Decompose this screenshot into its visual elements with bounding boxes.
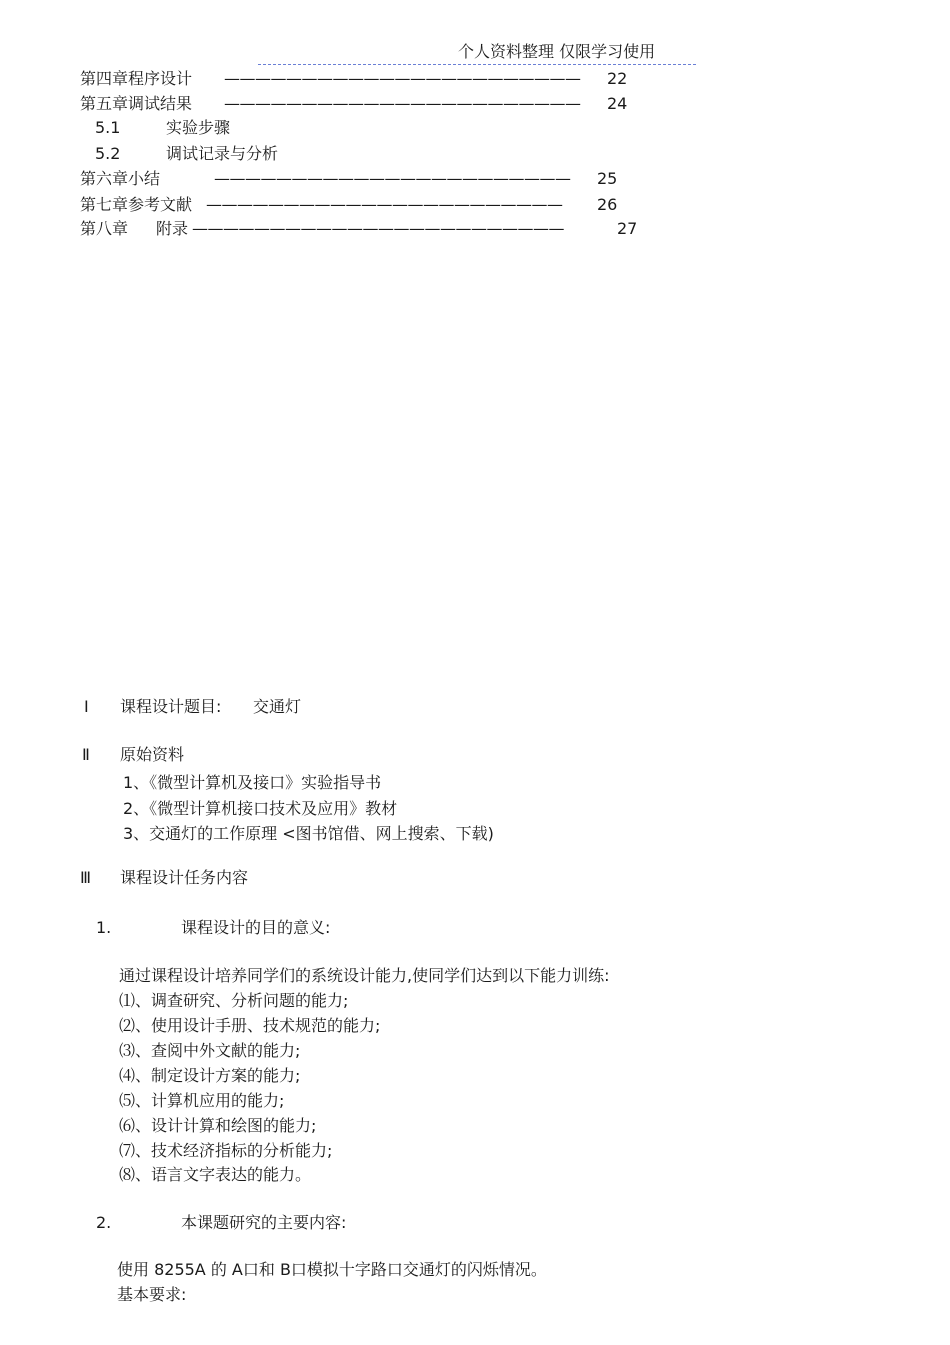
- subsection-number: 1.: [96, 918, 112, 937]
- header-dashed-rule: [258, 64, 696, 65]
- paragraph: 通过课程设计培养同学们的系统设计能力,使同学们达到以下能力训练:: [119, 966, 610, 985]
- toc-entry-title: 第七章参考文献: [80, 195, 193, 214]
- toc-subentry-number: 5.2: [95, 144, 121, 163]
- section-label: 原始资料: [120, 745, 185, 764]
- toc-entry-title-2: 附录: [156, 219, 189, 238]
- list-item: 1、《微型计算机及接口》实验指导书: [123, 773, 382, 792]
- header-note: 个人资料整理 仅限学习使用: [458, 42, 656, 61]
- toc-entry-page: 26: [597, 195, 618, 214]
- list-item: 2、《微型计算机接口技术及应用》教材: [123, 799, 398, 818]
- list-item: ⑺、技术经济指标的分析能力;: [119, 1141, 333, 1160]
- paragraph: 使用 8255A 的 A口和 B口模拟十字路口交通灯的闪烁情况。: [117, 1260, 547, 1279]
- list-item: ⑷、制定设计方案的能力;: [119, 1066, 301, 1085]
- toc-entry-title: 第五章调试结果: [80, 94, 193, 113]
- list-item: ⑻、语言文字表达的能力。: [119, 1165, 312, 1184]
- subsection-number: 2.: [96, 1213, 112, 1232]
- section-label: 课程设计任务内容: [120, 868, 249, 887]
- toc-entry-leader: ———————————————————————: [224, 94, 581, 113]
- toc-subentry-number: 5.1: [95, 118, 121, 137]
- toc-subentry-title: 调试记录与分析: [166, 144, 279, 163]
- toc-subentry-title: 实验步骤: [166, 118, 231, 137]
- list-item: ⑹、设计计算和绘图的能力;: [119, 1116, 317, 1135]
- toc-entry-leader: ———————————————————————: [214, 169, 571, 188]
- toc-entry-page: 27: [617, 219, 638, 238]
- toc-entry-title: 第四章程序设计: [80, 69, 193, 88]
- section-numeral: Ⅰ: [84, 697, 89, 716]
- toc-entry-page: 24: [607, 94, 628, 113]
- toc-entry-page: 22: [607, 69, 628, 88]
- toc-entry-page: 25: [597, 169, 618, 188]
- paragraph: 基本要求:: [117, 1285, 187, 1304]
- list-item: ⑸、计算机应用的能力;: [119, 1091, 285, 1110]
- toc-entry-leader: ———————————————————————: [224, 69, 581, 88]
- toc-entry-leader: ———————————————————————: [206, 195, 563, 214]
- subsection-title: 课程设计的目的意义:: [181, 918, 331, 937]
- section-value: 交通灯: [253, 697, 302, 716]
- toc-entry-title: 第六章小结: [80, 169, 161, 188]
- list-item: ⑵、使用设计手册、技术规范的能力;: [119, 1016, 381, 1035]
- toc-entry-leader: ————————————————————————: [192, 219, 564, 238]
- toc-entry-title: 第八章: [80, 219, 129, 238]
- subsection-title: 本课题研究的主要内容:: [181, 1213, 347, 1232]
- section-numeral: Ⅲ: [80, 868, 92, 887]
- list-item: 3、交通灯的工作原理 <图书馆借、网上搜索、下载): [123, 824, 494, 843]
- list-item: ⑴、调查研究、分析问题的能力;: [119, 991, 349, 1010]
- list-item: ⑶、查阅中外文献的能力;: [119, 1041, 301, 1060]
- section-numeral: Ⅱ: [82, 745, 90, 764]
- section-label: 课程设计题目:: [120, 697, 222, 716]
